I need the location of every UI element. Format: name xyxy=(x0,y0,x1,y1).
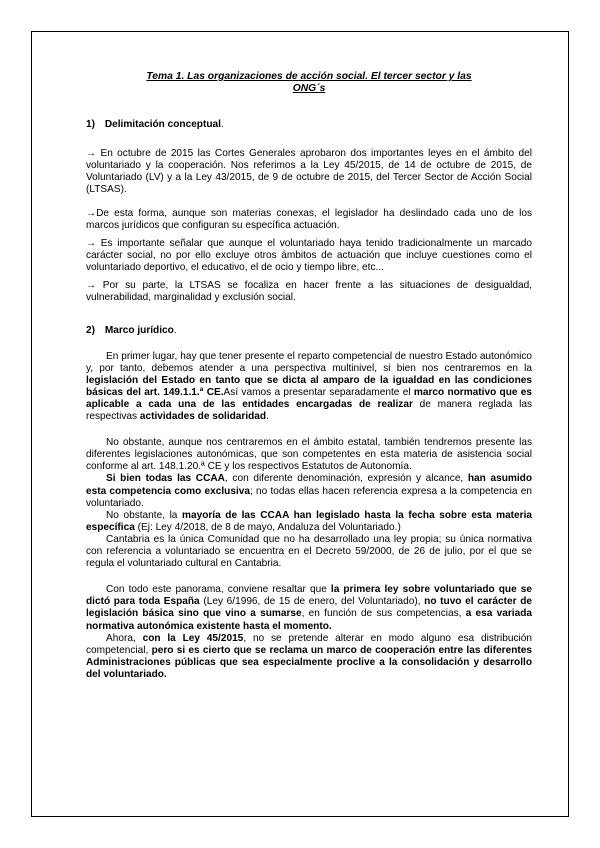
s2p1-text-e: de manera reglada las respectivas xyxy=(86,399,533,423)
s2p4-text-c: (Ej: Ley 4/2018, de 8 de mayo, Andaluza del Voluntariado.) xyxy=(134,521,401,533)
s2-paragraph-5: Cantabria es la única Comunidad que no ha desarrollado una ley propia; su única normativa con referencia a voluntariado se encuentra en el Decreto 59/2000, de 26 de julio, por el que se regula el voluntariado cultural en Cantabria. xyxy=(86,533,532,570)
title-line-2: ONG´s xyxy=(292,83,326,95)
section-1-title: Delimitación conceptual xyxy=(104,119,221,131)
s2p7-bold-d: pero si es cierto que se reclama un marco de cooperación entre las diferentes Administraciones públicas que sea especialmente proclive a la consolidación y desarrollo del voluntariado. xyxy=(86,644,532,680)
s2p3-bold-c: han asumido esta competencia como exclusiva xyxy=(86,473,532,497)
s1-paragraph-4: → Por su parte, la LTSAS se focaliza en hacer frente a las situaciones de desigualdad, vulnerabilidad, marginalidad y exclusión social. xyxy=(86,280,532,304)
section-1-number: 1) xyxy=(86,119,95,131)
s2p3-text-b: , con diferente denominación, expresión y alcance, xyxy=(224,473,468,485)
s2p7-text-c: , no se pretende alterar en modo alguno esa distribución competencial, xyxy=(86,632,533,656)
section-2-heading: 2) Marco jurídico. xyxy=(86,324,177,336)
s2p6-text-e: , en función de sus competencias, xyxy=(301,608,466,620)
s2p6-text-c: (Ley 6/1996, de 15 de enero, del Voluntariado), xyxy=(199,596,425,608)
s2p4-text-a: No obstante, la xyxy=(106,509,182,521)
s2p6-bold-f: a esa variada normativa autonómica existente hasta el momento. xyxy=(86,608,532,632)
s1-paragraph-1: → En octubre de 2015 las Cortes Generales aprobaron dos importantes leyes en el ámbito del voluntariado y la cooperación. Nos referimos a la Ley 45/2015, de 14 de octubre de 2015, de Voluntariado (LV) y a la Ley 43/2015, de 9 de octubre de 2015, del Tercer Sector de Acción Social (LTSAS). xyxy=(86,147,532,195)
section-1-heading: 1) Delimitación conceptual. xyxy=(86,119,224,131)
s2p1-text-a: En primer lugar, hay que tener presente el reparto competencial de nuestro Estado autonómico y, por tanto, debemos atender a una perspectiva multinivel, si bien nos centraremos en la xyxy=(86,350,532,374)
s2p4-bold-b: mayoría de las CCAA han legislado hasta la fecha sobre esta materia específica xyxy=(86,509,533,533)
s2-paragraph-4 xyxy=(86,510,532,534)
s2-paragraph-7 xyxy=(86,633,532,681)
s2p7-text-a: Ahora, xyxy=(106,632,143,644)
s2p1-text-g: . xyxy=(266,411,269,423)
s1-paragraph-2: →De esta forma, aunque son materias conexas, el legislador ha deslindado cada uno de los marcos jurídicos que configuran su específica actuación. xyxy=(86,207,532,231)
s2p6-bold-d: no tuvo el carácter de legislación básica sino que vino a sumarse xyxy=(86,596,532,620)
s2p6-text-a: Con todo este panorama, conviene resaltar que xyxy=(106,584,331,596)
section-2-number: 2) xyxy=(86,324,95,336)
s2p1-bold-f: actividades de solidaridad xyxy=(139,411,267,423)
s2-paragraph-2: No obstante, aunque nos centraremos en el ámbito estatal, también tendremos presente las diferentes legislaciones autonómicas, que son competentes en esta materia de asistencia social conforme al art. 148.1.20.ª CE y los respectivos Estatutos de Autonomía. xyxy=(86,437,532,473)
title-line-1: Tema 1. Las organizaciones de acción social. El tercer sector y las xyxy=(146,71,472,82)
s2-paragraph-6 xyxy=(86,584,532,632)
s2p6-bold-b: la primera ley sobre voluntariado que se dictó para toda España xyxy=(86,584,533,608)
document-body xyxy=(86,71,532,681)
section-2-title: Marco jurídico xyxy=(104,324,174,336)
s2p1-bold-b: legislación del Estado en tanto que se dicta al amparo de la igualdad en las condiciones básicas del art. 149.1.1.ª CE. xyxy=(86,374,532,398)
s2p7-bold-b: con la Ley 45/2015 xyxy=(142,632,244,644)
s2p3-text-d: ; no todas ellas hacen referencia expresa a la competencia en voluntariado. xyxy=(86,485,532,509)
s2p3-bold-a: Si bien todas las CCAA xyxy=(106,473,225,485)
s2p1-text-c: Así vamos a presentar separadamente el xyxy=(223,386,414,398)
s2-paragraph-1 xyxy=(86,351,532,424)
s1-paragraph-3: → Es importante señalar que aunque el voluntariado haya tenido tradicionalmente un marcado carácter social, no por ello excluye otros ámbitos de actuación que incluye cuestiones como el voluntariado deportivo, el educativo, el de ocio y tiempo libre, etc... xyxy=(86,238,532,274)
document-title xyxy=(86,71,532,95)
s2p1-bold-d: marco normativo que es aplicable a cada una de las entidades encargadas de realizar xyxy=(86,386,532,410)
s2-paragraph-3 xyxy=(86,473,532,509)
